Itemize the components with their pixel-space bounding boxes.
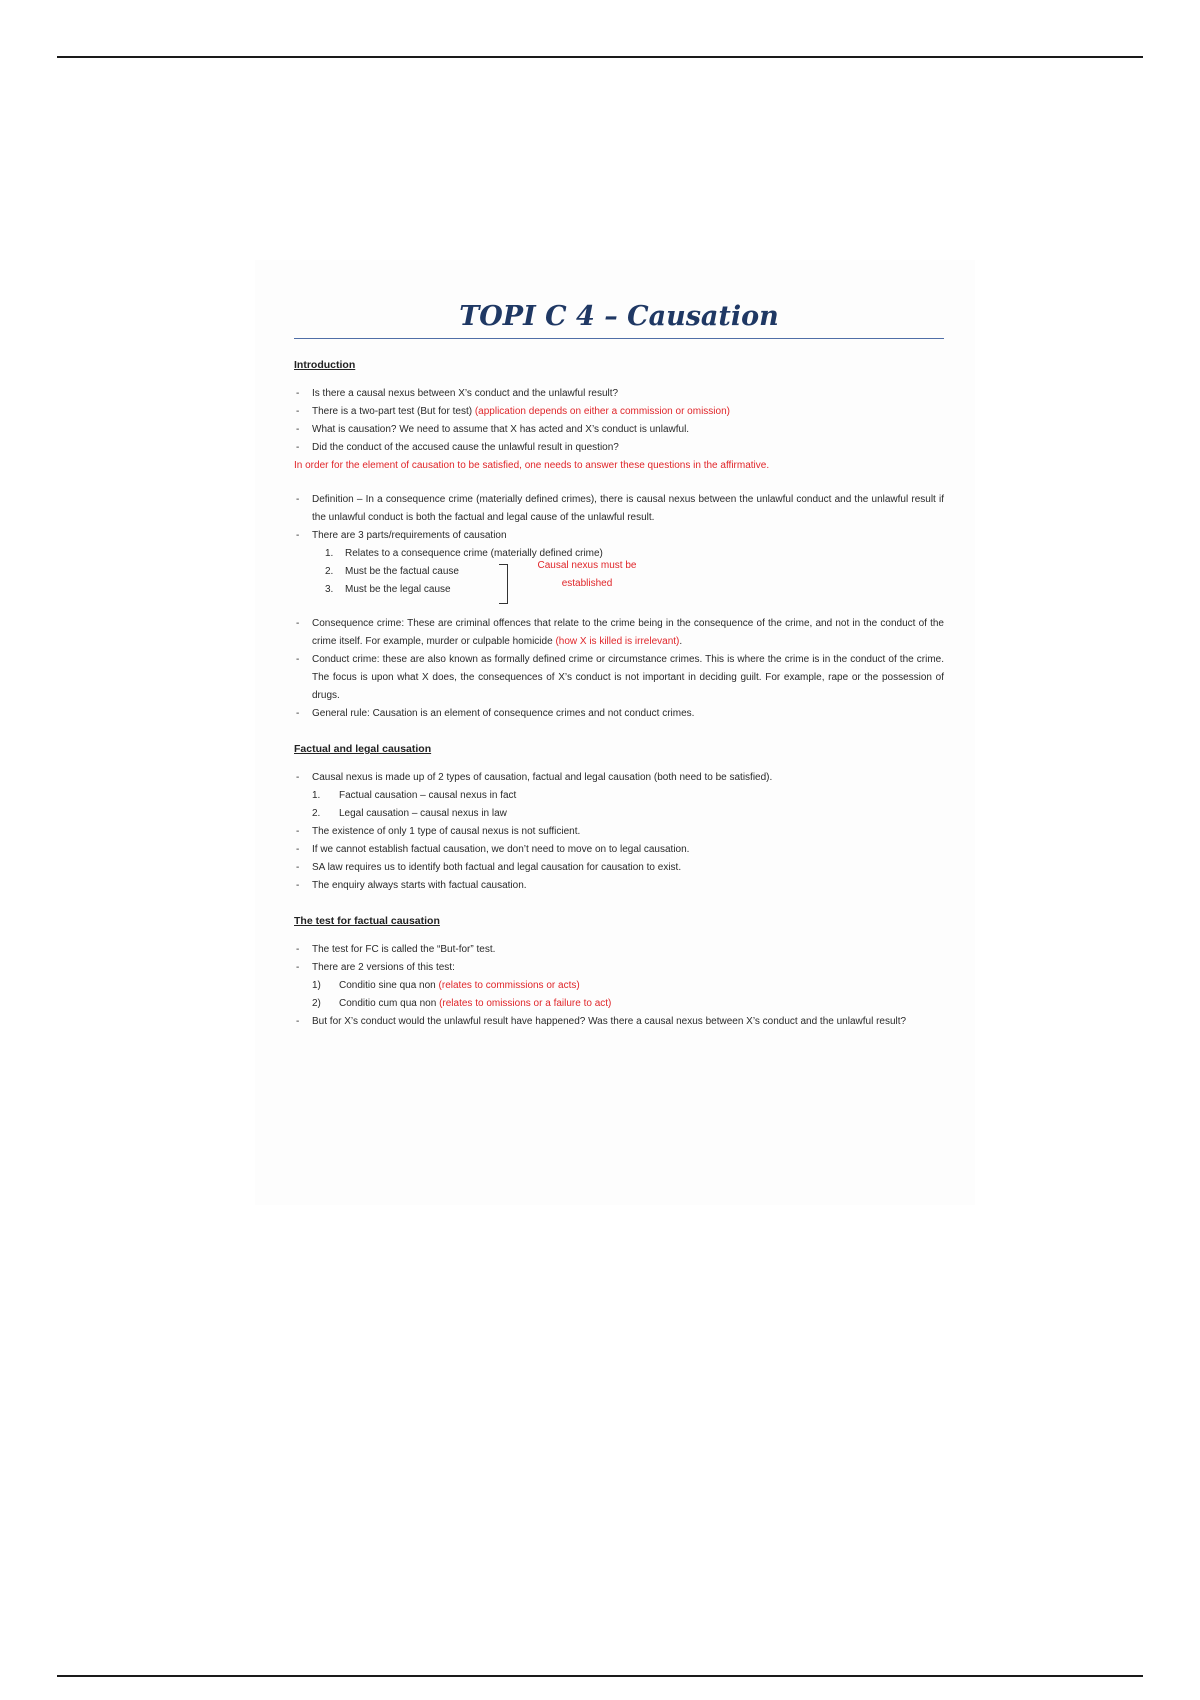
requirement-item: 2. Must be the factual cause <box>325 566 459 577</box>
document-title: TOPI C 4 – Causation <box>459 301 779 332</box>
causation-type-item: 2. Legal causation – causal nexus in law <box>312 808 507 819</box>
list-item: - SA law requires us to identify both factual and legal causation for causation to exist. <box>294 859 944 877</box>
list-item-definition: - Definition – In a consequence crime (materially defined crimes), there is causal nexus between the unlawful conduct and the unlawful result if the unlawful conduct is both the factual and legal cause of the unlawful result. <box>294 491 944 527</box>
requirement-item: 1. Relates to a consequence crime (materially defined crime) <box>325 548 603 559</box>
title-underline <box>294 338 944 339</box>
test-versions-list <box>294 977 944 1013</box>
causation-types-list <box>294 787 944 823</box>
list-item: - Is there a causal nexus between X’s conduct and the unlawful result? <box>294 385 944 403</box>
highlight-note: (application depends on either a commission or omission) <box>474 406 730 417</box>
bottom-rule <box>57 1675 1143 1677</box>
requirements-block <box>294 545 944 615</box>
highlight-note: (how X is killed is irrelevant) <box>555 636 680 647</box>
highlight-note: (relates to omissions or a failure to act) <box>439 998 612 1009</box>
document-page-image <box>255 260 975 1205</box>
document-content <box>294 300 944 1031</box>
factual-test-closing <box>294 1013 944 1031</box>
list-item: - If we cannot establish factual causation, we don’t need to move on to legal causation. <box>294 841 944 859</box>
list-item: - The enquiry always starts with factual causation. <box>294 877 944 895</box>
test-version-item: 1) Conditio sine qua non (relates to commissions or acts) <box>312 980 580 991</box>
list-item: - There are 2 versions of this test: <box>294 959 944 977</box>
section-heading-factual-test: The test for factual causation <box>294 915 440 927</box>
list-item: - Did the conduct of the accused cause the unlawful result in question? <box>294 439 944 457</box>
factual-legal-points <box>294 823 944 895</box>
introduction-questions <box>294 385 944 457</box>
test-version-item: 2) Conditio cum qua non (relates to omissions or a failure to act) <box>312 998 612 1009</box>
list-item: - But for X’s conduct would the unlawful result have happened? Was there a causal nexus between X’s conduct and the unlawful result? <box>294 1013 944 1031</box>
bracket-mark <box>499 564 508 604</box>
bracket-note: Causal nexus must be established <box>537 560 637 589</box>
list-item: - The test for FC is called the “But-for” test. <box>294 941 944 959</box>
top-rule <box>57 56 1143 58</box>
requirement-item: 3. Must be the legal cause <box>325 584 451 595</box>
section-heading-introduction: Introduction <box>294 359 356 371</box>
list-item-general-rule: - General rule: Causation is an element of consequence crimes and not conduct crimes. <box>294 705 944 723</box>
highlight-conclusion: In order for the element of causation to be satisfied, one needs to answer these questions in the affirmative. <box>294 460 770 471</box>
list-item: - The existence of only 1 type of causal nexus is not sufficient. <box>294 823 944 841</box>
crime-types-list <box>294 615 944 723</box>
highlight-note: (relates to commissions or acts) <box>438 980 580 991</box>
causation-type-item: 1. Factual causation – causal nexus in fact <box>312 790 517 801</box>
list-item: - There is a two-part test (But for test) (application depends on either a commission or omission) <box>294 403 944 421</box>
factual-legal-intro <box>294 769 944 787</box>
section-heading-factual-legal: Factual and legal causation <box>294 743 432 755</box>
list-item-consequence-crime: - Consequence crime: These are criminal offences that relate to the crime being in the consequence of the crime, and not in the conduct of the crime itself. For example, murder or culpable homicide (how X is killed is irrelevant). <box>294 615 944 651</box>
introduction-details <box>294 491 944 545</box>
list-item: - What is causation? We need to assume that X has acted and X’s conduct is unlawful. <box>294 421 944 439</box>
list-item: - Causal nexus is made up of 2 types of causation, factual and legal causation (both need to be satisfied). <box>294 769 944 787</box>
factual-test-points <box>294 941 944 977</box>
list-item-requirements-intro: - There are 3 parts/requirements of causation <box>294 527 944 545</box>
list-item-conduct-crime: - Conduct crime: these are also known as formally defined crime or circumstance crimes. This is where the crime is in the conduct of the crime. The focus is upon what X does, the consequences of X’s conduct is not important in deciding guilt. For example, rape or the possession of drugs. <box>294 651 944 705</box>
